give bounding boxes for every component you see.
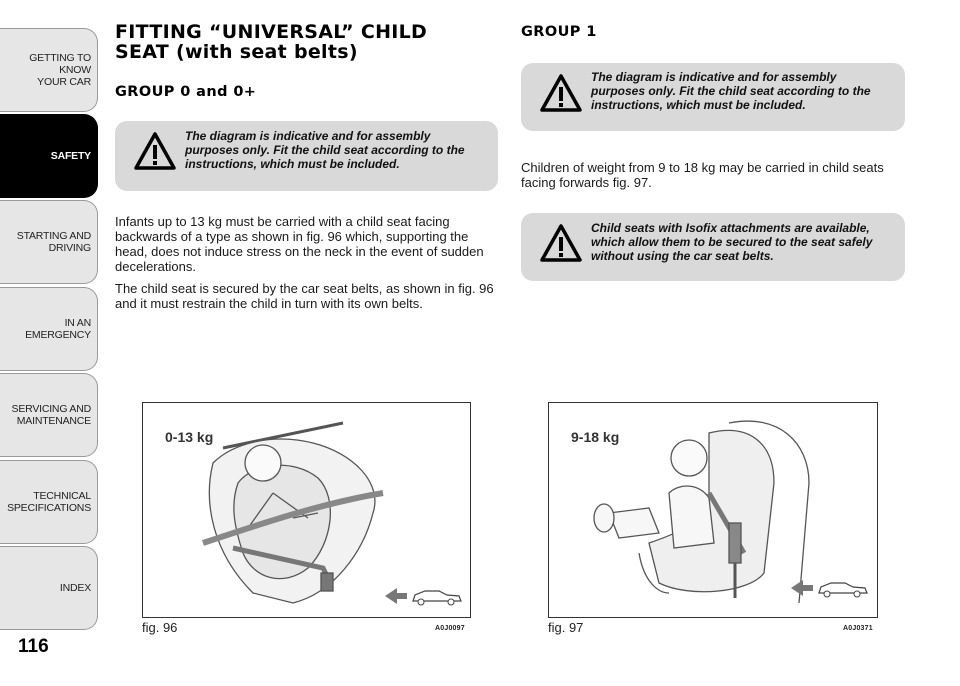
section-title (115, 22, 427, 62)
tab-label: GETTING TO KNOW YOUR CAR (29, 52, 91, 88)
group-1-heading: GROUP 1 (521, 24, 597, 40)
tab-getting-to-know[interactable] (0, 28, 98, 112)
tab-label: SAFETY (50, 150, 91, 162)
chapter-tabs (0, 0, 100, 640)
weight-label: 0-13 kg (165, 429, 214, 445)
arrow-car-icon (383, 583, 463, 609)
tab-safety[interactable] (0, 114, 98, 198)
title-line-2: SEAT (with seat belts) (115, 41, 358, 63)
figure-97 (548, 402, 878, 618)
tab-technical[interactable] (0, 460, 98, 544)
figure-code: A0J0097 (435, 625, 465, 632)
warning-triangle-icon (133, 131, 177, 171)
figure-caption: fig. 97 (548, 620, 584, 635)
warning-text: Child seats with Isofix attachments are available, which allow them to be secured to the seat safely without using the car seat belts. (591, 221, 873, 263)
paragraph: Children of weight from 9 to 18 kg may be carried in child seats facing forwards fig. 97. (521, 160, 884, 190)
warning-text: The diagram is indicative and for assembly purposes only. Fit the child seat according to the instructions, which must be included. (591, 70, 871, 112)
tab-emergency[interactable] (0, 287, 98, 371)
warning-text: The diagram is indicative and for assembly purposes only. Fit the child seat according to the instructions, which must be included. (185, 129, 465, 171)
figure-code: A0J0371 (843, 625, 873, 632)
tab-index[interactable] (0, 546, 98, 630)
warning-triangle-icon (539, 73, 583, 113)
tab-label: INDEX (59, 582, 91, 594)
page-number: 116 (18, 636, 49, 657)
tab-starting-driving[interactable] (0, 200, 98, 284)
title-line-1: FITTING “UNIVERSAL” CHILD (115, 21, 428, 43)
warning-box (115, 121, 498, 191)
tab-label: STARTING AND DRIVING (16, 230, 91, 254)
warning-box (521, 213, 905, 281)
arrow-car-icon (789, 575, 869, 601)
weight-label: 9-18 kg (571, 429, 620, 445)
paragraph: Infants up to 13 kg must be carried with a child seat facing backwards of a type as shown in fig. 96 which, supporting the head, does not induce stress on the neck in the event of sudden decelerations. (115, 214, 484, 274)
warning-box (521, 63, 905, 131)
tab-label: TECHNICAL SPECIFICATIONS (7, 490, 91, 514)
warning-triangle-icon (539, 223, 583, 263)
figure-caption: fig. 96 (142, 620, 178, 635)
tab-label: IN AN EMERGENCY (25, 317, 91, 341)
tab-label: SERVICING AND MAINTENANCE (11, 403, 91, 427)
tab-servicing[interactable] (0, 373, 98, 457)
paragraph: The child seat is secured by the car seat belts, as shown in fig. 96 and it must restrain the child in turn with its own belts. (115, 281, 494, 311)
figure-96 (142, 402, 471, 618)
group-0-heading: GROUP 0 and 0+ (115, 84, 257, 100)
